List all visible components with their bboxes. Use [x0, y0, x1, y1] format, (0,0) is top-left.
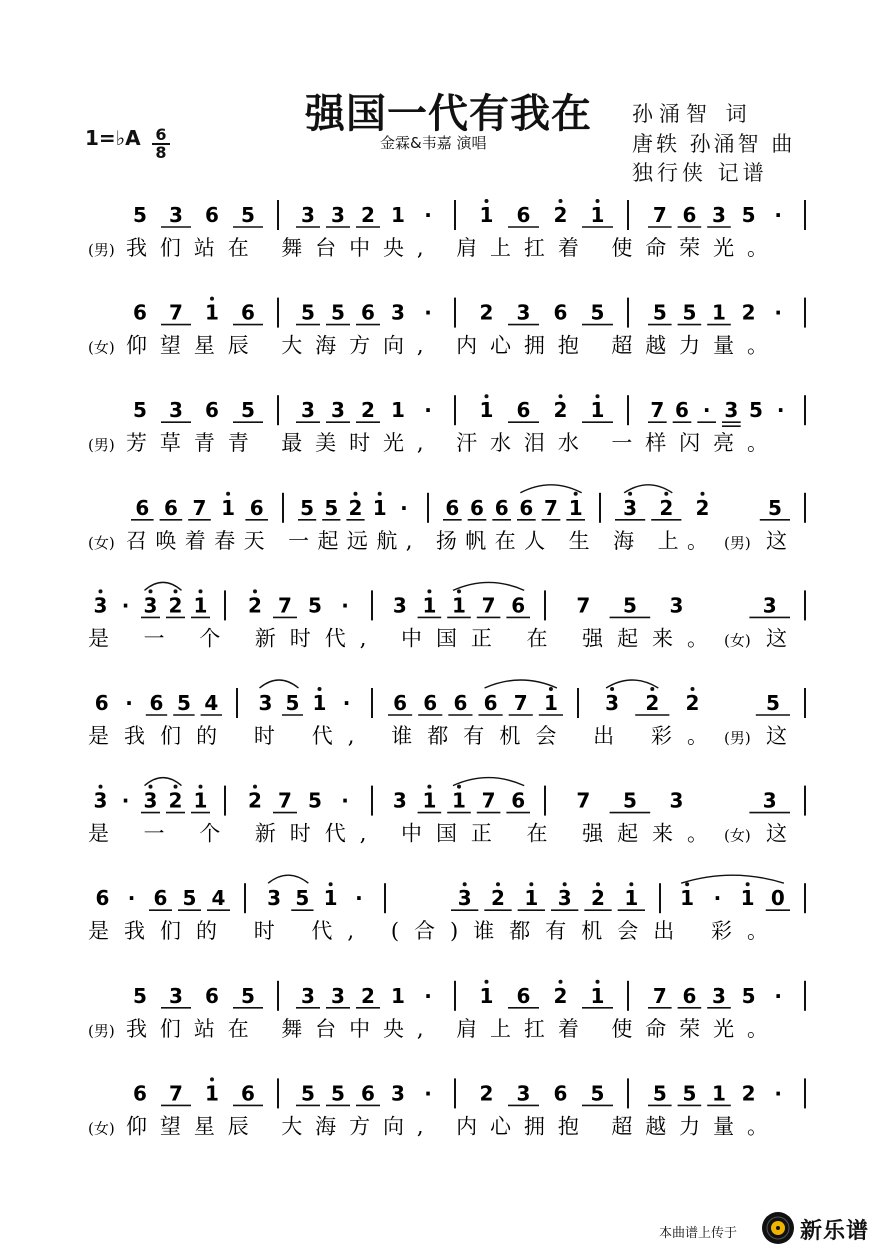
note: 6 — [149, 691, 164, 715]
part-label: (男) — [88, 436, 115, 455]
octave-dot — [318, 687, 322, 691]
note: 2 — [248, 788, 262, 813]
note: 3 — [169, 203, 183, 227]
octave-dot — [529, 882, 533, 886]
note: 6 — [249, 495, 264, 520]
note: 5 — [308, 788, 322, 813]
note: 5 — [331, 300, 345, 325]
octave-dot — [378, 492, 382, 496]
note: 6 — [494, 495, 509, 520]
note: 6 — [94, 691, 109, 715]
note: 5 — [133, 203, 147, 227]
augmentation-dot: · — [774, 1081, 783, 1106]
note: 2 — [479, 1081, 494, 1106]
note: 3 — [143, 788, 158, 813]
part-label: (男) — [724, 729, 751, 747]
note: 0 — [770, 886, 785, 911]
note: 7 — [576, 788, 591, 813]
note: 3 — [169, 983, 183, 1008]
note: 5 — [133, 983, 147, 1008]
note: 5 — [622, 788, 637, 813]
note: 6 — [511, 788, 526, 813]
note: 3 — [457, 886, 472, 911]
note: 3 — [331, 203, 345, 227]
augmentation-dot: · — [424, 1081, 432, 1106]
octave-dot — [199, 785, 203, 789]
lyric-line: 召唤着春天 一起远航, 扬帆在人 生 海 上。 — [126, 528, 708, 553]
note: 6 — [153, 886, 168, 911]
note: 6 — [511, 593, 526, 618]
note: 1 — [590, 983, 605, 1008]
slur-arc — [681, 875, 784, 883]
octave-dot — [99, 589, 103, 593]
octave-dot — [574, 492, 578, 496]
song-title: 强国一代有我在 — [305, 90, 592, 137]
note: 5 — [331, 1081, 345, 1106]
octave-dot — [596, 394, 600, 398]
note: 6 — [483, 691, 498, 715]
note: 7 — [278, 593, 292, 618]
note: 1 — [193, 593, 208, 618]
note: 1 — [391, 203, 405, 227]
augmentation-dot: · — [774, 983, 783, 1008]
note: 7 — [278, 788, 292, 813]
note: 3 — [331, 398, 345, 423]
lyric-pickup: 这 — [766, 724, 787, 748]
note: 6 — [205, 203, 219, 227]
note: 5 — [182, 886, 197, 911]
singers: 金霖&韦嘉 演唱 — [380, 134, 487, 152]
note: 2 — [553, 398, 568, 423]
note: 6 — [95, 886, 110, 911]
note: 6 — [133, 1081, 147, 1106]
note: 3 — [392, 788, 407, 813]
vinyl-record-icon — [760, 1210, 796, 1246]
note: 5 — [652, 1081, 667, 1106]
note: 3 — [93, 788, 108, 813]
octave-dot — [563, 882, 567, 886]
note: 1 — [205, 300, 219, 325]
lyric-pickup: 这 — [766, 821, 787, 846]
note: 1 — [479, 203, 494, 227]
augmentation-dot: · — [774, 300, 783, 325]
lyric-line: 芳草青青 最美时光, 汗水泪水 一样闪亮。 — [126, 431, 769, 456]
note: 6 — [135, 495, 150, 520]
part-label: (男) — [88, 1021, 115, 1040]
augmentation-dot: · — [355, 886, 363, 911]
note: 6 — [361, 1081, 375, 1106]
slur-arc — [520, 485, 581, 493]
note: 5 — [741, 203, 756, 227]
note: 1 — [680, 886, 695, 911]
note: 7 — [192, 495, 207, 520]
note: 5 — [682, 1081, 697, 1106]
note: 1 — [391, 983, 405, 1008]
note: 6 — [519, 495, 534, 520]
note: 2 — [659, 495, 674, 520]
note: 3 — [557, 886, 572, 911]
note: 5 — [767, 495, 782, 520]
note: 5 — [765, 691, 780, 715]
slur-arc — [268, 875, 308, 883]
note: 6 — [241, 300, 255, 325]
note: 6 — [453, 691, 468, 715]
note: 6 — [675, 398, 689, 423]
note: 1 — [479, 983, 494, 1008]
octave-dot — [253, 589, 257, 593]
lyricist-credit: 孙涌智 词 — [632, 102, 753, 126]
note: 2 — [361, 203, 375, 227]
octave-dot — [549, 687, 553, 691]
note: 1 — [740, 886, 755, 911]
note: 4 — [204, 691, 219, 715]
logo-text: 新乐谱 — [800, 1219, 870, 1244]
part-label: (女) — [724, 826, 751, 845]
note: 2 — [741, 300, 756, 325]
note: 3 — [762, 788, 777, 813]
octave-dot — [457, 785, 461, 789]
time-signature-bottom: 8 — [155, 143, 167, 162]
note: 3 — [669, 593, 684, 618]
note: 1 — [624, 886, 639, 911]
slur-arc — [260, 680, 299, 688]
octave-dot — [149, 785, 153, 789]
octave-dot — [210, 297, 214, 301]
octave-dot — [427, 589, 431, 593]
octave-dot — [664, 492, 668, 496]
lyric-pickup: 这 — [766, 626, 787, 651]
octave-dot — [559, 394, 563, 398]
note: 3 — [169, 398, 183, 423]
octave-dot — [685, 882, 689, 886]
lyric-line: 我们站在 舞台中央, 肩上扛着 使命荣光。 — [126, 1016, 769, 1041]
note: 5 — [622, 593, 637, 618]
octave-dot — [253, 785, 257, 789]
note: 2 — [553, 983, 568, 1008]
note: 3 — [267, 886, 282, 911]
note: 6 — [682, 983, 697, 1008]
slur-arc — [606, 680, 658, 688]
lyric-line: 我们站在 舞台中央, 肩上扛着 使命荣光。 — [126, 236, 769, 260]
part-label: (女) — [88, 338, 115, 357]
note: 5 — [285, 691, 300, 715]
note: 5 — [300, 495, 315, 520]
octave-dot — [174, 785, 178, 789]
slur-arc — [485, 680, 557, 688]
note: 2 — [591, 886, 605, 911]
note: 5 — [308, 593, 322, 618]
octave-dot — [628, 492, 632, 496]
note: 5 — [741, 983, 756, 1008]
transcriber-credit: 独行侠 记谱 — [632, 161, 768, 185]
note: 3 — [301, 203, 315, 227]
augmentation-dot: · — [341, 788, 349, 813]
note: 5 — [301, 300, 315, 325]
note: 2 — [361, 398, 375, 423]
note: 3 — [301, 983, 315, 1008]
lyric-line: 仰望星辰 大海方向, 内心拥抱 超越力量。 — [126, 333, 769, 358]
note: 6 — [445, 495, 460, 520]
octave-dot — [427, 785, 431, 789]
note: 5 — [590, 300, 605, 325]
note: 6 — [361, 300, 375, 325]
note: 1 — [479, 398, 494, 423]
note: 6 — [205, 983, 219, 1008]
augmentation-dot: · — [121, 788, 130, 813]
note: 2 — [479, 300, 494, 325]
part-label: (男) — [88, 241, 115, 259]
octave-dot — [610, 687, 614, 691]
note: 3 — [516, 1081, 531, 1106]
slur-arc — [145, 582, 182, 590]
note: 6 — [133, 300, 147, 325]
note: 3 — [143, 593, 158, 618]
lyric-pickup: 这 — [766, 528, 787, 553]
time-signature-top: 6 — [152, 127, 170, 145]
note: 3 — [301, 398, 315, 423]
augmentation-dot: · — [342, 691, 351, 715]
note: 7 — [169, 1081, 183, 1106]
octave-dot — [329, 882, 333, 886]
octave-dot — [149, 589, 153, 593]
augmentation-dot: · — [127, 886, 136, 911]
note: 1 — [590, 398, 605, 423]
octave-dot — [485, 199, 489, 203]
note: 2 — [168, 788, 183, 813]
note: 4 — [211, 886, 226, 911]
lyric-line: 是我们的 时 代, (合)谁都有机会出 彩。 — [88, 919, 769, 944]
octave-dot — [596, 199, 600, 203]
note: 7 — [513, 691, 528, 715]
note: 7 — [650, 398, 665, 423]
note: 5 — [241, 983, 255, 1008]
note: 1 — [524, 886, 539, 911]
note: 6 — [516, 983, 531, 1008]
note: 1 — [543, 691, 558, 715]
composer-credit: 唐轶 孙涌智 曲 — [632, 132, 796, 156]
note: 3 — [331, 983, 345, 1008]
octave-dot — [596, 882, 600, 886]
octave-dot — [496, 882, 500, 886]
augmentation-dot: · — [400, 495, 408, 520]
note: 1 — [452, 788, 466, 813]
octave-dot — [354, 492, 358, 496]
note: 3 — [605, 691, 620, 715]
note: 2 — [348, 495, 363, 520]
note: 6 — [553, 300, 568, 325]
note: 2 — [645, 691, 660, 715]
augmentation-dot: · — [424, 398, 432, 423]
octave-dot — [210, 1077, 214, 1081]
site-logo — [760, 1208, 884, 1248]
note: 6 — [682, 203, 697, 227]
note: 5 — [301, 1081, 315, 1106]
octave-dot — [226, 492, 230, 496]
note: 7 — [544, 495, 558, 520]
note: 1 — [712, 300, 726, 325]
augmentation-dot: · — [424, 983, 432, 1008]
slur-arc — [453, 778, 524, 786]
note: 3 — [762, 593, 777, 618]
upload-note: 本曲谱上传于 — [659, 1226, 738, 1241]
octave-dot — [746, 882, 750, 886]
augmentation-dot: · — [774, 203, 783, 227]
octave-dot — [99, 785, 103, 789]
note: 7 — [576, 593, 591, 618]
octave-dot — [596, 980, 600, 984]
note: 5 — [133, 398, 147, 423]
note: 5 — [176, 691, 191, 715]
lyric-line: 是 一 个 新时代, 中国正 在 强起来。 — [88, 821, 709, 846]
octave-dot — [559, 199, 563, 203]
octave-dot — [701, 492, 705, 496]
note: 1 — [323, 886, 338, 911]
augmentation-dot: · — [121, 593, 130, 618]
note: 2 — [695, 495, 710, 520]
octave-dot — [629, 882, 633, 886]
octave-dot — [174, 589, 178, 593]
note: 7 — [652, 203, 667, 227]
note: 2 — [168, 593, 183, 618]
note: 7 — [481, 788, 496, 813]
note: 3 — [258, 691, 273, 715]
note: 1 — [712, 1081, 726, 1106]
augmentation-dot: · — [713, 886, 722, 911]
note: 6 — [516, 398, 531, 423]
octave-dot — [199, 589, 203, 593]
note: 6 — [163, 495, 178, 520]
lyric-line: 仰望星辰 大海方向, 内心拥抱 超越力量。 — [126, 1114, 769, 1139]
note: 1 — [193, 788, 208, 813]
note: 5 — [652, 300, 667, 325]
augmentation-dot: · — [424, 203, 432, 227]
part-label: (男) — [724, 533, 751, 552]
key-signature: 1=♭A — [85, 126, 141, 150]
note: 3 — [391, 1081, 405, 1106]
note: 7 — [169, 300, 183, 325]
note: 3 — [712, 983, 726, 1008]
octave-dot — [457, 589, 461, 593]
note: 3 — [724, 398, 739, 423]
slur-arc — [145, 778, 182, 786]
note: 5 — [241, 398, 255, 423]
note: 6 — [205, 398, 219, 423]
note: 1 — [312, 691, 327, 715]
note: 3 — [516, 300, 531, 325]
note: 1 — [391, 398, 405, 423]
octave-dot — [650, 687, 654, 691]
note: 1 — [452, 593, 466, 618]
note: 6 — [241, 1081, 255, 1106]
octave-dot — [485, 980, 489, 984]
note: 3 — [392, 593, 407, 618]
note: 6 — [393, 691, 408, 715]
note: 1 — [221, 495, 236, 520]
note: 6 — [516, 203, 531, 227]
note: 5 — [324, 495, 339, 520]
octave-dot — [463, 882, 467, 886]
note: 2 — [361, 983, 375, 1008]
augmentation-dot: · — [776, 398, 785, 423]
note: 6 — [470, 495, 484, 520]
lyric-line: 是 一 个 新时代, 中国正 在 强起来。 — [88, 626, 709, 651]
augmentation-dot: · — [424, 300, 432, 325]
note: 6 — [553, 1081, 568, 1106]
slur-arc — [624, 485, 672, 493]
note: 6 — [423, 691, 438, 715]
note: 7 — [652, 983, 667, 1008]
note: 3 — [712, 203, 726, 227]
augmentation-dot: · — [125, 691, 133, 715]
note: 5 — [590, 1081, 605, 1106]
note: 1 — [568, 495, 583, 520]
augmentation-dot: · — [702, 398, 711, 423]
part-label: (女) — [88, 533, 115, 552]
note: 3 — [669, 788, 684, 813]
note: 3 — [391, 300, 405, 325]
note: 2 — [685, 691, 700, 715]
slur-arc — [453, 582, 524, 590]
octave-dot — [485, 394, 489, 398]
note: 1 — [422, 593, 437, 618]
note: 3 — [623, 495, 638, 520]
note: 5 — [295, 886, 310, 911]
note: 1 — [422, 788, 437, 813]
part-label: (女) — [724, 631, 751, 650]
note: 5 — [749, 398, 763, 423]
note: 2 — [491, 886, 505, 911]
note: 1 — [205, 1081, 219, 1106]
note: 1 — [372, 495, 387, 520]
note: 3 — [93, 593, 108, 618]
note: 2 — [553, 203, 568, 227]
note: 2 — [248, 593, 262, 618]
note: 5 — [682, 300, 697, 325]
octave-dot — [559, 980, 563, 984]
augmentation-dot: · — [341, 593, 349, 618]
lyric-line: 是我们的 时 代, 谁都有机会 出 彩。 — [88, 724, 708, 748]
note: 7 — [481, 593, 496, 618]
octave-dot — [691, 687, 695, 691]
part-label: (女) — [88, 1119, 115, 1138]
note: 5 — [241, 203, 255, 227]
note: 1 — [590, 203, 605, 227]
note: 2 — [741, 1081, 756, 1106]
